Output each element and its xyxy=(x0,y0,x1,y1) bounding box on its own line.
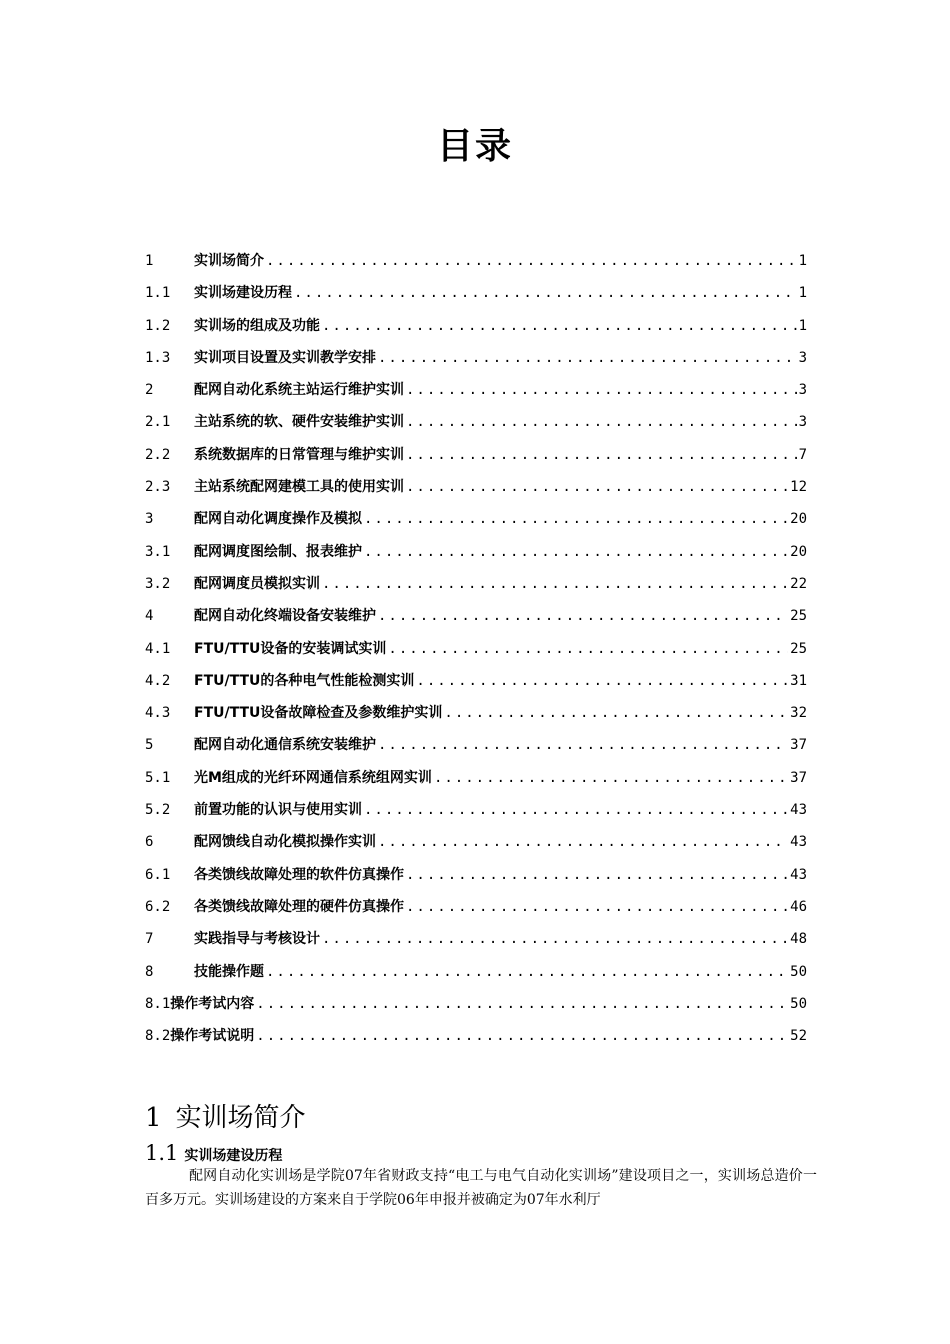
toc-entry-page: 1 xyxy=(798,253,807,269)
subsection-number: 1.1 xyxy=(145,1141,179,1165)
toc-entry-number: 4.2 xyxy=(145,672,171,689)
toc-leader-dots xyxy=(322,931,788,947)
toc-entry-number: 3.2 xyxy=(145,575,171,592)
toc-leader-dots xyxy=(406,479,788,495)
body-paragraph: 配网自动化实训场是学院07年省财政支持“电工与电气自动化实训场”建设项目之一，实训场总造价一百多万元。实训场建设的方案来自于学院06年申报并被确定为07年水利厅 xyxy=(145,1168,817,1208)
toc-entry[interactable] xyxy=(145,250,807,282)
toc-entry[interactable] xyxy=(145,767,807,799)
toc-leader-dots xyxy=(378,608,788,624)
toc-entry[interactable] xyxy=(145,864,807,896)
subsection-heading xyxy=(145,1141,282,1165)
toc-entry-title: 配网自动化通信系统安装维护 xyxy=(194,737,376,754)
toc-leader-dots xyxy=(294,285,797,301)
toc-leader-dots xyxy=(406,447,797,463)
toc-entry[interactable] xyxy=(145,605,807,637)
toc-entry-page: 37 xyxy=(790,769,807,786)
toc-entry[interactable] xyxy=(145,573,807,605)
toc-entry[interactable] xyxy=(145,347,807,379)
toc-entry-title: 配网调度图绘制、报表维护 xyxy=(194,543,362,560)
toc-entry[interactable] xyxy=(145,315,807,347)
toc-entry-page: 43 xyxy=(790,866,807,883)
toc-leader-dots xyxy=(364,544,788,560)
toc-entry[interactable] xyxy=(145,702,807,734)
toc-entry-title: 实训场的组成及功能 xyxy=(194,317,320,334)
toc-leader-dots xyxy=(378,737,788,753)
toc-entry-number: 5 xyxy=(145,737,154,754)
toc-entry-title: 各类馈线故障处理的硬件仿真操作 xyxy=(194,898,404,915)
toc-leader-dots xyxy=(256,996,788,1012)
table-of-contents xyxy=(145,250,807,1057)
toc-entry-number: 2.1 xyxy=(145,414,171,431)
toc-leader-dots xyxy=(266,964,788,980)
toc-entry-title: 系统数据库的日常管理与维护实训 xyxy=(194,446,404,463)
toc-leader-dots xyxy=(378,350,797,366)
toc-entry-number: 5.2 xyxy=(145,802,171,819)
toc-leader-dots xyxy=(322,318,797,334)
section-number: 1 xyxy=(145,1103,162,1133)
toc-entry[interactable] xyxy=(145,896,807,928)
toc-entry-title: 主站系统的软、硬件安装维护实训 xyxy=(194,414,404,431)
subsection-title: 实训场建设历程 xyxy=(184,1148,283,1164)
toc-entry-title: 实训场简介 xyxy=(194,253,264,269)
toc-entry-title: FTU/TTU设备的安装调试实训 xyxy=(194,640,387,657)
toc-entry-number: 3 xyxy=(145,511,154,528)
toc-entry-page: 3 xyxy=(798,349,807,366)
toc-leader-dots xyxy=(364,802,788,818)
toc-entry-number: 6.2 xyxy=(145,898,171,915)
toc-entry-page: 3 xyxy=(798,414,807,431)
toc-entry-title: 实践指导与考核设计 xyxy=(194,931,320,948)
toc-entry-page: 37 xyxy=(790,737,807,754)
toc-leader-dots xyxy=(406,899,788,915)
toc-leader-dots xyxy=(406,414,797,430)
toc-entry-title: 操作考试内容 xyxy=(170,995,255,1012)
toc-leader-dots xyxy=(434,770,788,786)
toc-entry-page: 20 xyxy=(790,543,807,560)
toc-leader-dots xyxy=(388,641,788,657)
toc-entry-page: 31 xyxy=(790,672,807,689)
toc-leader-dots xyxy=(364,511,788,527)
toc-entry-page: 1 xyxy=(798,285,807,302)
toc-entry-number: 5.1 xyxy=(145,769,171,786)
toc-entry[interactable] xyxy=(145,476,807,508)
toc-entry-page: 50 xyxy=(790,963,807,980)
toc-entry-page: 43 xyxy=(790,834,807,851)
toc-leader-dots xyxy=(256,1028,788,1044)
toc-leader-dots xyxy=(378,834,788,850)
toc-entry-number: 7 xyxy=(145,931,154,948)
toc-entry-title: 前置功能的认识与使用实训 xyxy=(194,802,362,819)
toc-entry-number: 6 xyxy=(145,834,154,851)
toc-entry-title: 光M组成的光纤环网通信系统组网实训 xyxy=(194,769,432,786)
toc-entry-number: 8.2 xyxy=(145,1028,171,1045)
toc-leader-dots xyxy=(406,382,797,398)
toc-entry-number: 3.1 xyxy=(145,543,171,560)
toc-entry-number: 4 xyxy=(145,608,154,625)
toc-entry[interactable] xyxy=(145,799,807,831)
toc-leader-dots xyxy=(444,705,788,721)
toc-entry-page: 7 xyxy=(798,446,807,463)
toc-entry-title: FTU/TTU的各种电气性能检测实训 xyxy=(194,672,415,689)
toc-entry[interactable] xyxy=(145,961,807,993)
toc-leader-dots xyxy=(266,253,797,269)
toc-entry[interactable] xyxy=(145,670,807,702)
toc-leader-dots xyxy=(416,673,788,689)
toc-entry-title: 操作考试说明 xyxy=(170,1028,255,1045)
toc-entry[interactable] xyxy=(145,928,807,960)
toc-entry-page: 25 xyxy=(790,608,807,625)
toc-entry-page: 12 xyxy=(790,479,807,496)
toc-entry-page: 22 xyxy=(790,575,807,592)
toc-entry-title: 实训场建设历程 xyxy=(194,285,292,302)
toc-entry-page: 46 xyxy=(790,898,807,915)
toc-entry[interactable] xyxy=(145,444,807,476)
toc-entry[interactable] xyxy=(145,734,807,766)
toc-entry[interactable] xyxy=(145,1025,807,1057)
toc-entry[interactable] xyxy=(145,379,807,411)
toc-entry-title: 主站系统配网建模工具的使用实训 xyxy=(194,479,404,496)
toc-entry-page: 52 xyxy=(790,1028,807,1045)
toc-entry-page: 25 xyxy=(790,640,807,657)
page-title: 目录 xyxy=(436,126,513,167)
toc-entry-number: 8.1 xyxy=(145,995,171,1012)
toc-entry-page: 48 xyxy=(790,931,807,948)
toc-entry-title: 技能操作题 xyxy=(194,963,264,980)
toc-entry-page: 1 xyxy=(798,317,807,334)
toc-entry[interactable] xyxy=(145,282,807,314)
toc-entry-number: 1.3 xyxy=(145,349,171,366)
toc-entry-title: 配网自动化系统主站运行维护实训 xyxy=(194,382,404,399)
toc-entry-title: 实训项目设置及实训教学安排 xyxy=(194,349,376,366)
toc-entry-page: 20 xyxy=(790,511,807,528)
toc-entry-number: 4.1 xyxy=(145,640,171,657)
toc-entry-number: 2.2 xyxy=(145,446,171,463)
toc-entry-title: FTU/TTU设备故障检查及参数维护实训 xyxy=(194,705,443,722)
toc-entry[interactable] xyxy=(145,411,807,443)
toc-leader-dots xyxy=(322,576,788,592)
toc-entry-title: 各类馈线故障处理的软件仿真操作 xyxy=(194,866,404,883)
section-heading xyxy=(145,1097,306,1134)
toc-entry-page: 32 xyxy=(790,705,807,722)
toc-entry-title: 配网自动化调度操作及模拟 xyxy=(194,511,362,528)
toc-entry[interactable] xyxy=(145,541,807,573)
toc-entry-number: 6.1 xyxy=(145,866,171,883)
toc-entry-title: 配网馈线自动化模拟操作实训 xyxy=(194,834,376,851)
toc-entry-number: 4.3 xyxy=(145,705,171,722)
toc-entry-page: 43 xyxy=(790,802,807,819)
toc-entry-title: 配网自动化终端设备安装维护 xyxy=(194,608,376,625)
toc-entry-number: 1.2 xyxy=(145,317,171,334)
toc-entry-number: 1 xyxy=(145,253,154,269)
section-title: 实训场简介 xyxy=(175,1103,306,1133)
toc-entry[interactable] xyxy=(145,831,807,863)
toc-entry[interactable] xyxy=(145,638,807,670)
toc-entry-title: 配网调度员模拟实训 xyxy=(194,575,320,592)
toc-entry-number: 8 xyxy=(145,963,154,980)
toc-entry[interactable] xyxy=(145,508,807,540)
toc-entry[interactable] xyxy=(145,993,807,1025)
toc-leader-dots xyxy=(406,867,788,883)
toc-entry-page: 3 xyxy=(798,382,807,399)
toc-entry-number: 2 xyxy=(145,382,154,399)
toc-entry-page: 50 xyxy=(790,995,807,1012)
toc-entry-number: 2.3 xyxy=(145,479,171,496)
toc-entry-number: 1.1 xyxy=(145,285,171,302)
